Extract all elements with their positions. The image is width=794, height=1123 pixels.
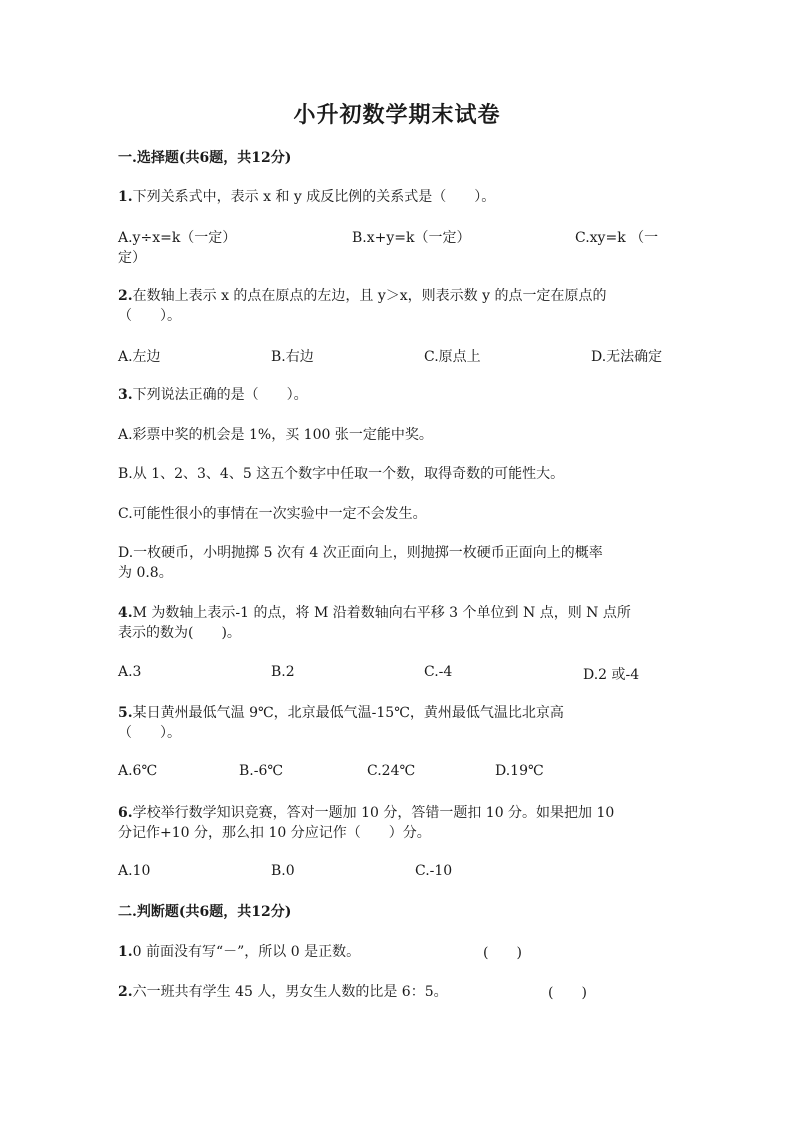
option-a: A.3 (118, 664, 142, 680)
question-number: 2. (118, 288, 133, 304)
question-text: 下列说法正确的是（ ）。 (132, 387, 308, 403)
option-b: B.右边 (271, 349, 314, 365)
question-2 (118, 286, 678, 306)
question-number: 2. (118, 984, 133, 1000)
question-text: 在数轴上表示 x 的点在原点的左边，且 y＞x，则表示数 y 的点一定在原点的 (132, 288, 607, 304)
option-c: C.原点上 (424, 349, 481, 365)
option-c: C.-10 (415, 863, 453, 879)
judgement-2 (118, 982, 678, 1002)
question-4-continued: 表示的数为( )。 (118, 625, 241, 641)
question-number: 5. (118, 705, 133, 721)
question-6 (118, 803, 678, 823)
question-text: M 为数轴上表示-1 的点，将 M 沿着数轴向右平移 3 个单位到 N 点，则 N 点所 (132, 605, 631, 621)
question-3 (118, 385, 678, 405)
page-title: 小升初数学期末试卷 (293, 102, 501, 128)
option-a: A.左边 (118, 349, 161, 365)
option-d: D.一枚硬币，小明抛掷 5 次有 4 次正面向上，则抛掷一枚硬币正面向上的概率 (118, 545, 603, 561)
question-1 (118, 187, 678, 207)
option-a: A.10 (118, 863, 151, 879)
question-number: 4. (118, 605, 133, 621)
option-c-continued: 定） (118, 250, 146, 266)
option-d: D.2 或-4 (583, 667, 640, 683)
option-c: C.可能性很小的事情在一次实验中一定不会发生。 (118, 506, 427, 522)
option-a: A.6℃ (118, 763, 158, 779)
option-c: C.xy=k （一 (575, 230, 659, 246)
question-text: 0 前面没有写“－”，所以 0 是正数。 (132, 944, 361, 960)
question-number: 1. (118, 189, 133, 205)
question-5-continued: （ ）。 (118, 725, 181, 741)
question-number: 6. (118, 805, 133, 821)
option-d: D.19℃ (495, 763, 544, 779)
answer-parentheses: ( ) (548, 985, 587, 1001)
judgement-1 (118, 942, 678, 962)
question-text: 某日黄州最低气温 9℃，北京最低气温-15℃，黄州最低气温比北京高 (132, 705, 564, 721)
option-a: A.彩票中奖的机会是 1%，买 100 张一定能中奖。 (118, 427, 433, 443)
question-5 (118, 703, 678, 723)
option-b: B.x+y=k（一定） (352, 230, 471, 246)
option-b: B.0 (271, 863, 295, 879)
question-number: 3. (118, 387, 133, 403)
question-6-continued: 分记作+10 分，那么扣 10 分应记作（ ）分。 (118, 825, 431, 841)
answer-parentheses: ( ) (483, 945, 522, 961)
option-c: C.24℃ (367, 763, 416, 779)
question-number: 1. (118, 944, 133, 960)
question-text: 六一班共有学生 45 人，男女生人数的比是 6：5。 (132, 984, 448, 1000)
question-text: 下列关系式中，表示 x 和 y 成反比例的关系式是（ ）。 (132, 189, 496, 205)
option-b: B.-6℃ (239, 763, 284, 779)
section-heading-judgement: 二.判断题(共6题，共12分) (118, 904, 292, 920)
option-b: B.2 (271, 664, 295, 680)
question-2-continued: （ ）。 (118, 308, 181, 324)
option-d-continued: 为 0.8。 (118, 565, 173, 581)
question-4 (118, 603, 678, 623)
option-c: C.-4 (424, 664, 453, 680)
option-a: A.y÷x=k（一定） (118, 230, 237, 246)
option-d: D.无法确定 (591, 349, 663, 365)
option-b: B.从 1、2、3、4、5 这五个数字中任取一个数，取得奇数的可能性大。 (118, 466, 565, 482)
section-heading-choice: 一.选择题(共6题，共12分) (118, 150, 292, 166)
question-text: 学校举行数学知识竞赛，答对一题加 10 分，答错一题扣 10 分。如果把加 10 (132, 805, 615, 821)
